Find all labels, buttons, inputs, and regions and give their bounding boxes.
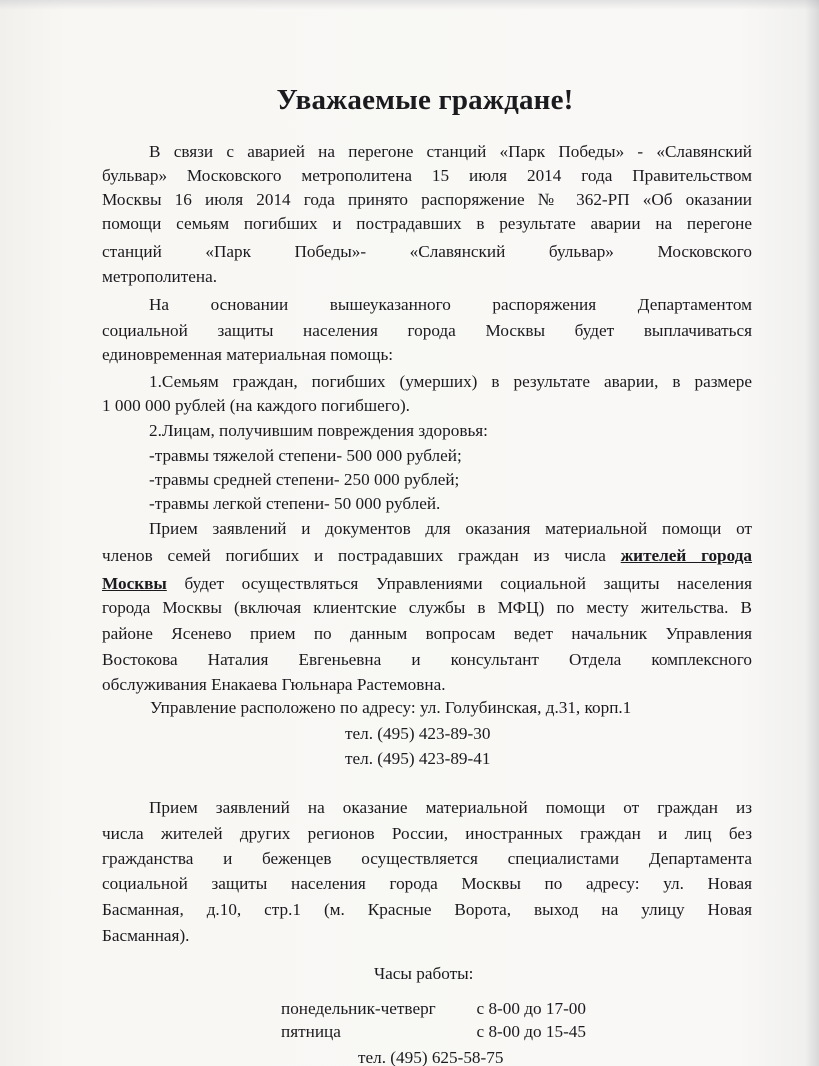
paragraph4-line: Прием заявлений на оказание материальной помощи от граждан из (149, 798, 752, 817)
hours-row (281, 1020, 586, 1043)
paragraph3-line: районе Ясенево прием по данным вопросам ведет начальник Управления (102, 624, 752, 643)
paragraph2-line: единовременная материальная помощь: (102, 345, 394, 364)
paragraph1-line: В связи с аварией на перегоне станций «Парк Победы» - «Славянский (149, 142, 752, 161)
paragraph1-line: помощи семьям погибших и пострадавших в результате аварии на перегоне (102, 214, 752, 233)
paragraph3-line: Прием заявлений и документов для оказания материальной помощи от (149, 519, 752, 538)
moscow-emphasis: Москвы (102, 574, 167, 593)
paragraph3-text: членов семей погибших и пострадавших граждан из числа (102, 546, 621, 565)
office-phone: тел. (495) 423-89-41 (345, 749, 491, 768)
paragraph3-line: обслуживания Енакаева Гюльнара Растемовна. (102, 675, 446, 694)
paragraph1-line: Москвы 16 июля 2014 года принято распоряжение № 362-РП «Об оказании (102, 190, 752, 209)
hours-title: Часы работы: (374, 964, 474, 983)
paragraph1-line: бульвар» Московского метрополитена 15 июля 2014 года Правительством (102, 166, 752, 185)
item2-line: 2.Лицам, получившим повреждения здоровья: (149, 421, 488, 440)
hours-row (281, 997, 586, 1020)
item1-line: 1.Семьям граждан, погибших (умерших) в результате аварии, в размере (149, 372, 752, 391)
notice-title: Уважаемые граждане! (276, 84, 574, 116)
paragraph1-line: станций «Парк Победы»- «Славянский бульвар» Московского (102, 242, 752, 261)
paragraph3-text: будет осуществляться Управлениями социальной защиты населения (166, 574, 752, 593)
paragraph4-line: гражданства и беженцев осуществляется специалистами Департамента (102, 849, 752, 868)
paragraph4-line: числа жителей других регионов России, иностранных граждан и лиц без (102, 824, 752, 843)
hours-time: с 8-00 до 17-00 (476, 999, 586, 1018)
injury-rate-line: -травмы легкой степени- 50 000 рублей. (149, 494, 441, 513)
hours-days: пятница (281, 1022, 341, 1041)
residents-emphasis: жителей города (620, 546, 752, 565)
injury-rate-line: -травмы тяжелой степени- 500 000 рублей; (149, 446, 462, 465)
injury-rate-line: -травмы средней степени- 250 000 рублей; (149, 470, 460, 489)
paragraph3-line (102, 544, 752, 567)
paragraph3-line: города Москвы (включая клиентские службы в МФЦ) по месту жительства. В (102, 598, 752, 617)
paragraph2-line: На основании вышеуказанного распоряжения Департаментом (149, 295, 752, 314)
paragraph3-line: Востокова Наталия Евгеньевна и консультант Отдела комплексного (102, 650, 752, 669)
paragraph3-line (102, 572, 752, 595)
paragraph4-line: Басманная, д.10, стр.1 (м. Красные Ворота, выход на улицу Новая (102, 900, 752, 919)
hours-time: с 8-00 до 15-45 (476, 1022, 586, 1041)
item1-line: 1 000 000 рублей (на каждого погибшего). (102, 396, 410, 415)
paragraph4-line: Басманная). (102, 926, 190, 945)
hours-days: понедельник-четверг (281, 999, 436, 1018)
paragraph1-line: метрополитена. (102, 267, 218, 286)
office-address: Управление расположено по адресу: ул. Голубинская, д.31, корп.1 (150, 698, 632, 717)
scan-top-shadow (0, 0, 819, 10)
scan-edge-shadow (805, 0, 819, 1066)
paragraph4-line: социальной защиты населения города Москвы по адресу: ул. Новая (102, 874, 752, 893)
office-phone: тел. (495) 423-89-30 (345, 724, 491, 743)
department-phone: тел. (495) 625-58-75 (358, 1048, 504, 1066)
paragraph2-line: социальной защиты населения города Москвы будет выплачиваться (102, 321, 752, 340)
